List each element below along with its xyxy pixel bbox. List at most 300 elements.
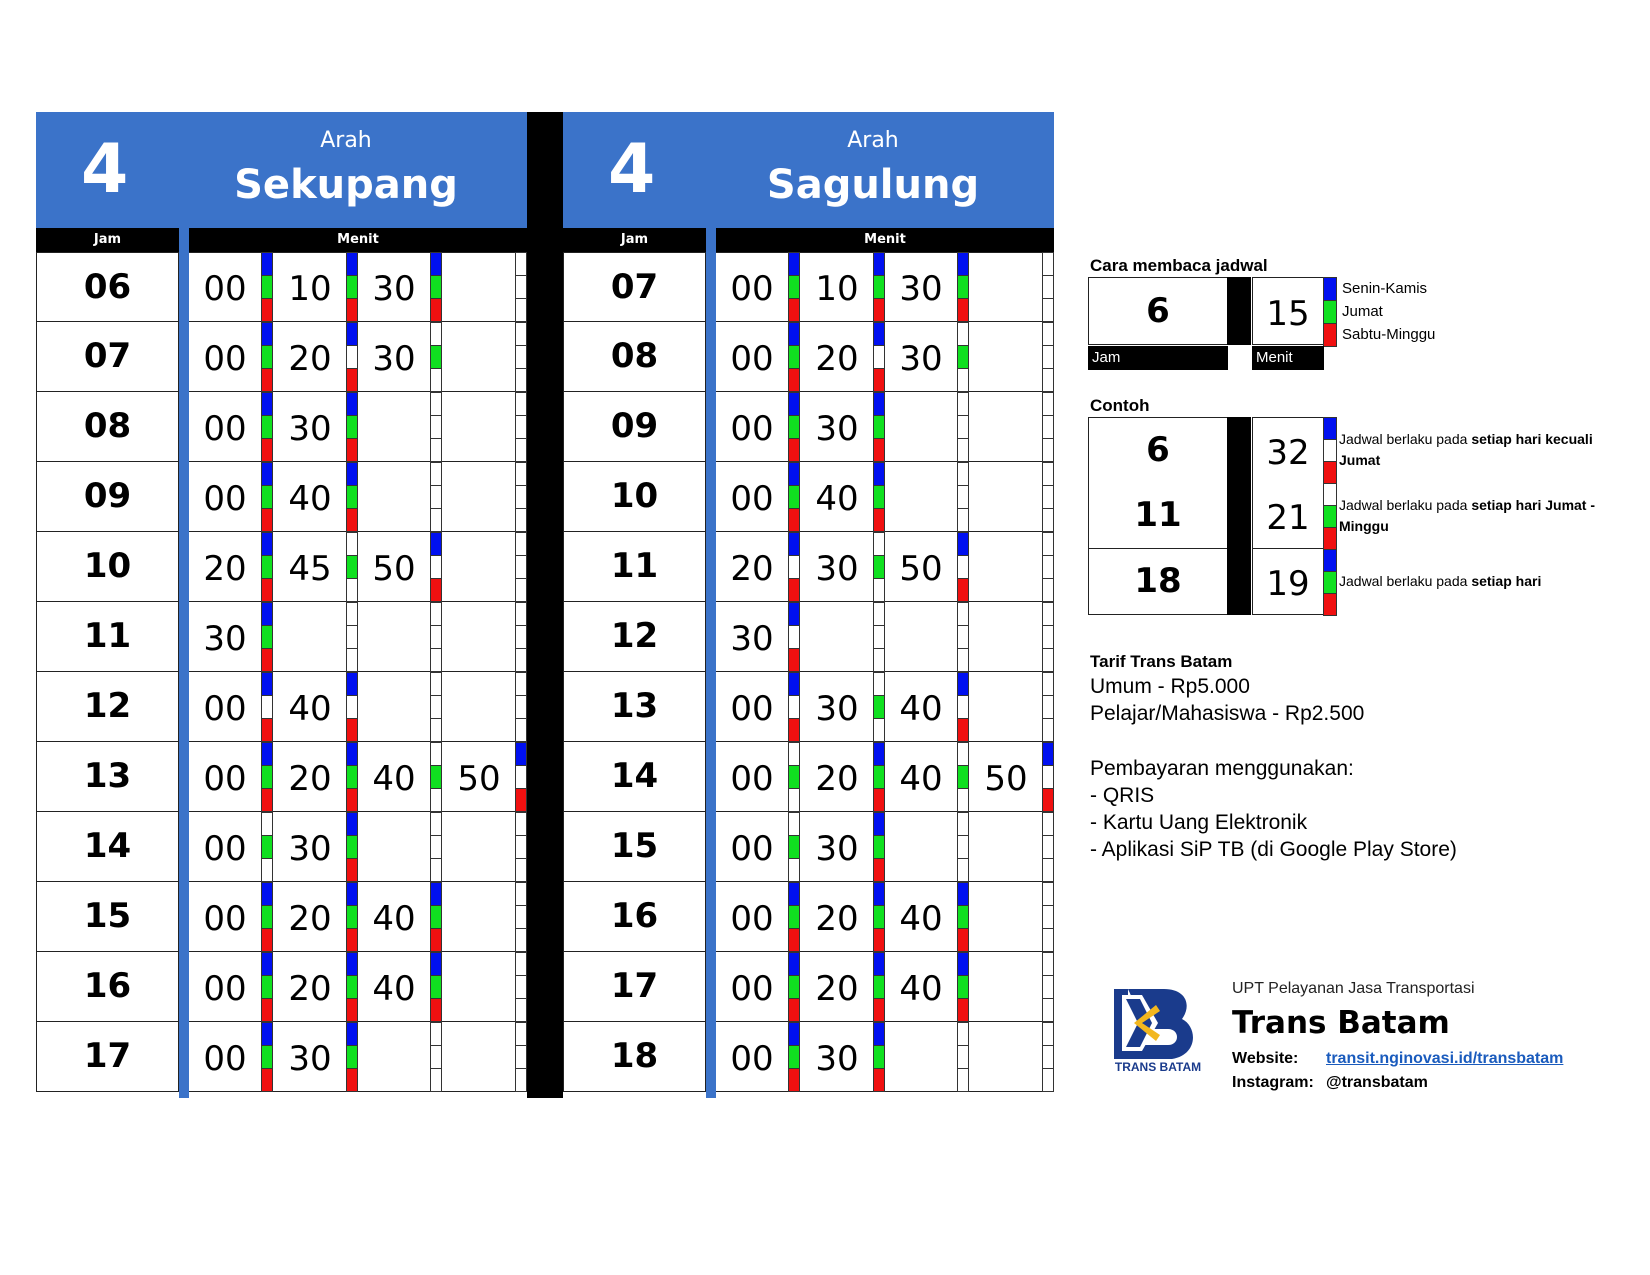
route-number: 4 <box>608 130 656 209</box>
day-marker-red <box>346 369 358 392</box>
minute-value: 50 <box>457 759 501 799</box>
minute-value: 10 <box>288 269 332 309</box>
minute-value: 20 <box>288 969 332 1009</box>
day-marker-white <box>1042 579 1054 602</box>
day-marker-white <box>1323 483 1337 506</box>
example-description-bold: setiap hari <box>1471 573 1542 589</box>
day-markers <box>346 462 358 532</box>
minute-value: 30 <box>203 619 247 659</box>
day-markers <box>1042 812 1054 882</box>
day-marker-white <box>1042 299 1054 322</box>
day-marker-green <box>788 346 800 369</box>
day-marker-white <box>1042 252 1054 276</box>
examples-title: Contoh <box>1090 396 1150 415</box>
hour-cell: 13 <box>563 672 706 742</box>
day-marker-red <box>430 299 442 322</box>
day-marker-white <box>515 929 527 952</box>
day-marker-blue <box>873 462 885 486</box>
day-marker-white <box>515 882 527 906</box>
day-marker-white <box>430 812 442 836</box>
minute-value: 40 <box>288 479 332 519</box>
day-marker-white <box>957 649 969 672</box>
day-marker-blue <box>788 1022 800 1046</box>
day-marker-blue <box>261 882 273 906</box>
day-marker-white <box>430 696 442 719</box>
day-markers <box>957 252 969 322</box>
day-marker-white <box>1042 859 1054 882</box>
day-markers <box>346 602 358 672</box>
day-marker-white <box>430 859 442 882</box>
day-marker-green <box>957 976 969 999</box>
day-marker-red <box>788 999 800 1022</box>
day-marker-green <box>346 976 358 999</box>
day-marker-white <box>430 462 442 486</box>
schedule-row <box>36 602 527 672</box>
day-marker-white <box>515 836 527 859</box>
example-divider <box>1227 483 1251 549</box>
day-marker-white <box>957 812 969 836</box>
tarif-title: Tarif Trans Batam <box>1090 652 1233 671</box>
day-markers <box>515 812 527 882</box>
day-marker-white <box>515 672 527 696</box>
day-markers <box>261 1022 273 1092</box>
day-markers <box>261 392 273 462</box>
schedule-row <box>36 742 527 812</box>
day-markers <box>788 462 800 532</box>
schedule-row <box>563 672 1054 742</box>
day-marker-red <box>346 929 358 952</box>
day-markers <box>788 252 800 322</box>
day-marker-red <box>873 1069 885 1092</box>
day-marker-blue <box>788 882 800 906</box>
day-marker-white <box>873 626 885 649</box>
hour-cell: 18 <box>563 1022 706 1092</box>
minute-value: 40 <box>899 899 943 939</box>
day-marker-red <box>957 579 969 602</box>
day-marker-red <box>430 929 442 952</box>
day-marker-red <box>430 999 442 1022</box>
day-marker-green <box>346 836 358 859</box>
day-marker-green <box>430 276 442 299</box>
day-marker-red <box>957 929 969 952</box>
day-marker-red <box>346 299 358 322</box>
day-marker-blue <box>873 952 885 976</box>
day-marker-white <box>515 906 527 929</box>
day-marker-white <box>515 602 527 626</box>
day-markers <box>346 252 358 322</box>
day-marker-white <box>1042 486 1054 509</box>
day-marker-white <box>957 392 969 416</box>
legend-divider <box>1227 277 1251 345</box>
example-divider <box>1227 417 1251 483</box>
day-markers <box>873 812 885 882</box>
day-markers <box>957 742 969 812</box>
day-marker-green <box>788 416 800 439</box>
day-marker-white <box>957 1069 969 1092</box>
day-marker-blue <box>788 252 800 276</box>
minute-value: 50 <box>899 549 943 589</box>
minute-value: 00 <box>730 829 774 869</box>
example-hour: 6 <box>1088 417 1228 484</box>
day-marker-white <box>430 416 442 439</box>
day-marker-red <box>261 579 273 602</box>
day-marker-blue <box>1323 549 1337 572</box>
instagram-label: Instagram: <box>1232 1074 1314 1091</box>
schedule-row <box>563 462 1054 532</box>
day-marker-blue <box>346 742 358 766</box>
day-marker-green <box>261 766 273 789</box>
day-markers <box>261 602 273 672</box>
day-marker-white <box>1042 1046 1054 1069</box>
day-marker-white <box>430 836 442 859</box>
example-description-plain: Jadwal berlaku pada <box>1339 497 1472 513</box>
day-markers <box>346 882 358 952</box>
day-marker-red <box>261 999 273 1022</box>
example-day-markers <box>1323 549 1337 616</box>
hour-cell: 15 <box>36 882 179 952</box>
day-markers <box>873 882 885 952</box>
day-marker-red <box>873 929 885 952</box>
tarif-pelajar: Pelajar/Mahasiswa - Rp2.500 <box>1090 702 1365 725</box>
day-marker-blue <box>430 252 442 276</box>
day-marker-green <box>261 556 273 579</box>
day-marker-white <box>515 346 527 369</box>
day-marker-red <box>261 1069 273 1092</box>
minute-value: 00 <box>730 899 774 939</box>
day-marker-white <box>1042 882 1054 906</box>
day-marker-white <box>515 369 527 392</box>
day-marker-white <box>873 719 885 742</box>
day-marker-red <box>873 439 885 462</box>
day-marker-white <box>957 416 969 439</box>
day-marker-green <box>1323 572 1337 594</box>
day-marker-blue <box>515 742 527 766</box>
schedule-row <box>563 252 1054 322</box>
hour-cell: 17 <box>36 1022 179 1092</box>
day-marker-green <box>873 486 885 509</box>
day-marker-white <box>515 976 527 999</box>
day-marker-white <box>430 602 442 626</box>
day-markers <box>957 812 969 882</box>
day-marker-white <box>430 649 442 672</box>
day-marker-white <box>430 626 442 649</box>
day-markers <box>261 672 273 742</box>
hour-cell: 06 <box>36 252 179 322</box>
day-marker-blue <box>788 322 800 346</box>
day-marker-white <box>957 602 969 626</box>
day-marker-white <box>346 626 358 649</box>
day-marker-white <box>957 789 969 812</box>
day-marker-blue <box>430 532 442 556</box>
day-marker-blue <box>873 1022 885 1046</box>
minute-value: 50 <box>984 759 1028 799</box>
day-marker-red <box>788 579 800 602</box>
example-minute: 21 <box>1252 483 1324 549</box>
day-marker-white <box>1042 346 1054 369</box>
day-marker-white <box>515 509 527 532</box>
minute-value: 20 <box>730 549 774 589</box>
day-markers <box>430 672 442 742</box>
day-markers <box>430 462 442 532</box>
day-marker-green <box>346 486 358 509</box>
day-marker-blue <box>346 462 358 486</box>
example-day-markers <box>1323 417 1337 484</box>
hour-cell: 17 <box>563 952 706 1022</box>
day-marker-white <box>430 742 442 766</box>
minute-value: 30 <box>372 269 416 309</box>
day-marker-green <box>430 766 442 789</box>
day-marker-blue <box>873 392 885 416</box>
day-marker-blue <box>788 462 800 486</box>
day-marker-white <box>346 602 358 626</box>
legend-minute-cell: 15 <box>1252 277 1324 345</box>
minute-value: 00 <box>203 899 247 939</box>
day-markers <box>957 882 969 952</box>
day-marker-green <box>957 906 969 929</box>
minute-value: 40 <box>372 969 416 1009</box>
day-markers <box>873 952 885 1022</box>
legend-label-sabtu-minggu: Sabtu-Minggu <box>1342 326 1436 343</box>
panel-separator <box>527 112 563 1098</box>
schedule-row <box>36 532 527 602</box>
day-marker-blue <box>261 952 273 976</box>
day-markers <box>873 672 885 742</box>
day-marker-white <box>515 556 527 579</box>
day-marker-white <box>430 789 442 812</box>
day-markers <box>430 812 442 882</box>
day-markers <box>957 532 969 602</box>
day-marker-red <box>346 999 358 1022</box>
day-marker-green <box>788 1046 800 1069</box>
day-marker-white <box>515 812 527 836</box>
day-markers <box>788 322 800 392</box>
schedule-row <box>36 882 527 952</box>
day-marker-green <box>346 416 358 439</box>
day-marker-white <box>1042 322 1054 346</box>
day-marker-white <box>1042 369 1054 392</box>
day-marker-white <box>515 859 527 882</box>
day-marker-green <box>873 416 885 439</box>
day-marker-white <box>515 952 527 976</box>
route-header <box>563 112 1054 228</box>
day-marker-green <box>873 836 885 859</box>
day-marker-white <box>515 1046 527 1069</box>
day-marker-white <box>515 322 527 346</box>
schedule-row <box>36 1022 527 1092</box>
day-marker-red <box>261 789 273 812</box>
route-number: 4 <box>81 130 129 209</box>
day-marker-blue <box>346 882 358 906</box>
website-label: Website: <box>1232 1050 1299 1067</box>
day-marker-red <box>346 1069 358 1092</box>
day-markers <box>346 1022 358 1092</box>
day-marker-red <box>261 369 273 392</box>
example-description-plain: Jadwal berlaku pada <box>1339 431 1472 447</box>
day-marker-white <box>261 859 273 882</box>
day-marker-green <box>788 976 800 999</box>
day-markers <box>788 882 800 952</box>
logo-caption: TRANS BATAM <box>1114 1060 1202 1074</box>
day-marker-green <box>346 276 358 299</box>
legend-hour-cell: 6 <box>1088 277 1228 345</box>
day-marker-white <box>430 322 442 346</box>
day-markers <box>515 392 527 462</box>
day-marker-white <box>1042 719 1054 742</box>
day-marker-white <box>1042 439 1054 462</box>
payment-title: Pembayaran menggunakan: <box>1090 757 1354 780</box>
day-markers <box>430 1022 442 1092</box>
day-marker-white <box>515 486 527 509</box>
day-marker-white <box>261 812 273 836</box>
day-markers <box>873 742 885 812</box>
example-minute: 32 <box>1252 417 1324 484</box>
day-markers <box>1042 742 1054 812</box>
day-marker-blue <box>346 252 358 276</box>
day-marker-white <box>957 509 969 532</box>
day-marker-green <box>261 276 273 299</box>
minute-value: 30 <box>899 339 943 379</box>
day-marker-blue <box>261 742 273 766</box>
day-marker-red <box>788 1069 800 1092</box>
minute-value: 40 <box>372 899 416 939</box>
example-hour: 18 <box>1088 549 1228 615</box>
day-marker-blue <box>346 812 358 836</box>
day-marker-white <box>430 672 442 696</box>
minute-value: 00 <box>730 759 774 799</box>
day-marker-blue <box>261 602 273 626</box>
day-marker-red <box>346 859 358 882</box>
day-marker-white <box>957 1022 969 1046</box>
day-marker-white <box>430 392 442 416</box>
day-marker-red <box>1042 789 1054 812</box>
day-markers <box>788 742 800 812</box>
day-marker-white <box>957 1046 969 1069</box>
day-marker-white <box>788 556 800 579</box>
hour-cell: 12 <box>563 602 706 672</box>
minute-value: 40 <box>288 689 332 729</box>
day-markers <box>346 742 358 812</box>
day-markers <box>515 672 527 742</box>
day-markers <box>430 952 442 1022</box>
day-marker-green <box>957 346 969 369</box>
day-marker-green <box>430 346 442 369</box>
day-marker-blue <box>261 532 273 556</box>
day-markers <box>430 742 442 812</box>
example-description <box>1339 429 1619 471</box>
minute-value: 40 <box>372 759 416 799</box>
hour-cell: 10 <box>563 462 706 532</box>
day-marker-white <box>1042 602 1054 626</box>
day-marker-red <box>430 579 442 602</box>
day-marker-green <box>873 976 885 999</box>
day-marker-green <box>788 906 800 929</box>
minute-value: 00 <box>730 1039 774 1079</box>
day-markers <box>515 252 527 322</box>
day-markers <box>346 532 358 602</box>
minute-value: 20 <box>815 899 859 939</box>
day-marker-red <box>346 719 358 742</box>
day-marker-green <box>788 836 800 859</box>
example-description <box>1339 571 1619 592</box>
day-marker-blue <box>346 952 358 976</box>
legend-label-jumat: Jumat <box>1342 303 1383 320</box>
minute-value: 00 <box>203 409 247 449</box>
day-markers <box>788 952 800 1022</box>
day-markers <box>957 462 969 532</box>
minute-value: 40 <box>899 759 943 799</box>
day-markers <box>515 1022 527 1092</box>
day-marker-white <box>1042 812 1054 836</box>
day-marker-white <box>515 719 527 742</box>
payment-method-kartu: - Kartu Uang Elektronik <box>1090 811 1308 834</box>
route-header <box>36 112 527 228</box>
direction-label: Arah <box>847 128 899 153</box>
marker-senin-kamis <box>1323 277 1337 301</box>
day-marker-blue <box>957 952 969 976</box>
day-marker-green <box>430 906 442 929</box>
day-marker-red <box>873 789 885 812</box>
day-marker-green <box>261 346 273 369</box>
minute-value: 00 <box>730 339 774 379</box>
day-markers <box>515 742 527 812</box>
day-marker-white <box>515 1069 527 1092</box>
day-marker-red <box>873 299 885 322</box>
day-markers <box>1042 462 1054 532</box>
minute-value: 00 <box>730 479 774 519</box>
minute-value: 30 <box>372 339 416 379</box>
minute-value: 20 <box>288 759 332 799</box>
day-marker-white <box>788 859 800 882</box>
day-marker-white <box>1042 392 1054 416</box>
minute-value: 30 <box>899 269 943 309</box>
day-marker-red <box>788 509 800 532</box>
hour-cell: 14 <box>36 812 179 882</box>
hour-cell: 14 <box>563 742 706 812</box>
day-marker-green <box>873 906 885 929</box>
day-marker-white <box>873 346 885 369</box>
day-markers <box>261 742 273 812</box>
day-markers <box>1042 952 1054 1022</box>
day-marker-green <box>346 906 358 929</box>
day-marker-blue <box>346 1022 358 1046</box>
day-marker-white <box>1042 952 1054 976</box>
minute-value: 20 <box>815 969 859 1009</box>
day-markers <box>957 392 969 462</box>
upt-label: UPT Pelayanan Jasa Transportasi <box>1232 980 1475 997</box>
schedule-panel-sagulung <box>563 112 1054 1098</box>
example-minute: 19 <box>1252 549 1324 615</box>
website-link[interactable]: transit.nginovasi.id/transbatam <box>1326 1050 1564 1067</box>
marker-jumat <box>1323 301 1337 324</box>
day-marker-blue <box>788 672 800 696</box>
day-marker-blue <box>957 882 969 906</box>
day-markers <box>430 392 442 462</box>
schedule-row <box>563 532 1054 602</box>
day-marker-white <box>1042 532 1054 556</box>
legend-label-senin-kamis: Senin-Kamis <box>1342 280 1428 297</box>
day-marker-blue <box>261 322 273 346</box>
example-day-markers <box>1323 483 1337 550</box>
day-marker-white <box>957 486 969 509</box>
minute-value: 20 <box>815 759 859 799</box>
day-marker-green <box>873 276 885 299</box>
day-marker-red <box>261 439 273 462</box>
day-marker-white <box>1042 976 1054 999</box>
minute-value: 20 <box>203 549 247 589</box>
day-marker-white <box>873 579 885 602</box>
day-markers <box>1042 252 1054 322</box>
day-marker-red <box>957 999 969 1022</box>
